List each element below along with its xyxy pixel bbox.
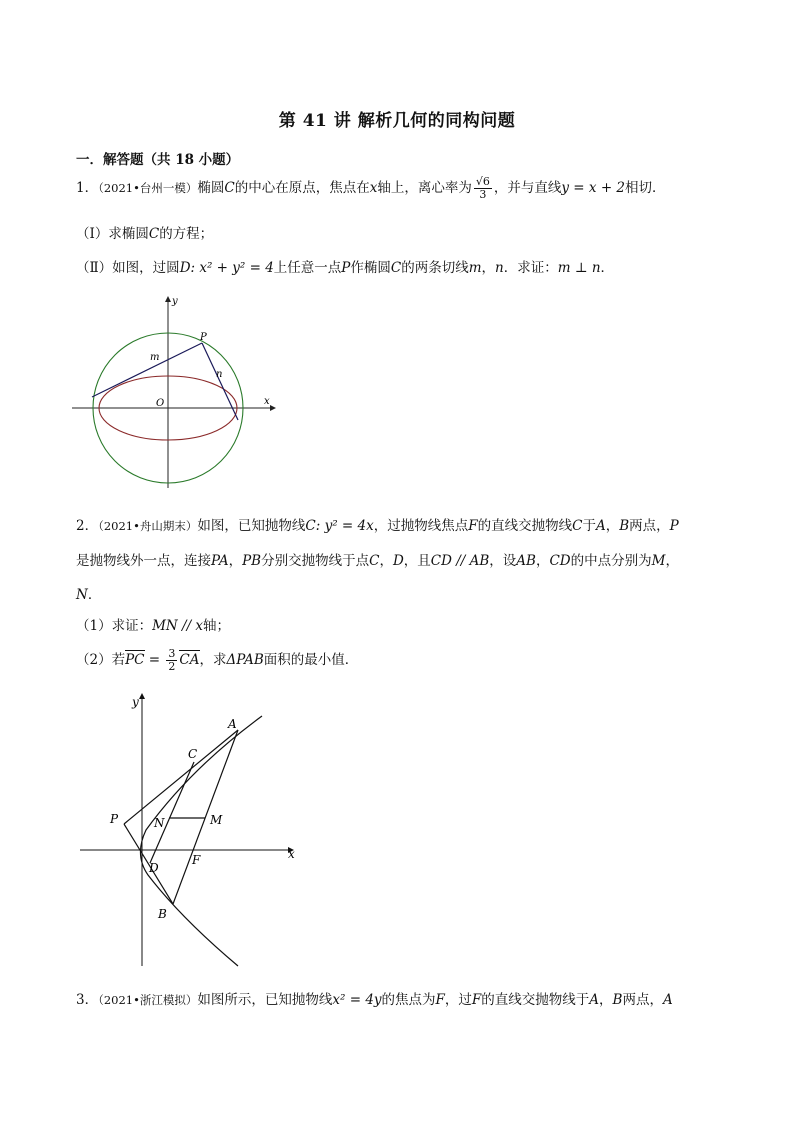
label-n: n [216,369,223,380]
label-m: m [150,352,160,363]
x-axis-arrow [270,405,276,411]
label-n: N [154,816,165,830]
label-a: A [228,717,237,731]
q1-figure [70,292,280,492]
q2-figure [76,690,306,970]
label-b: B [158,907,167,921]
label-f: F [192,853,201,867]
label-p: P [110,812,119,826]
label-x: x [264,396,270,407]
q2-statement-line1: 2．（2021•舟山期末）如图，已知抛物线C: y² = 4x，过抛物线焦点F的直线交抛物线C于A，B两点，P [76,518,679,534]
y-axis-arrow [139,693,145,699]
label-y: y [132,695,139,709]
label-origin: O [156,398,165,409]
q2-statement-line2: 是抛物线外一点，连接PA，PB分别交抛物线于点C，D，且CD // AB，设AB，CD的中点分别为M， [76,553,679,569]
q1-part2: （Ⅱ）如图，过圆D: x² + y² = 4上任意一点P作椭圆C的两条切线m，n．求证：m ⊥ n． [76,260,615,276]
eccentricity-fraction: $\frac{√6}{3}$ [475,175,490,201]
y-axis-arrow [165,296,171,302]
parabola [140,716,262,966]
label-d: D [149,861,159,875]
page-title: 第 41 讲 解析几何的同构问题 [278,111,516,131]
label-m: M [210,813,223,827]
label-c: C [188,747,198,761]
q1-part1: （Ⅰ）求椭圆C的方程； [76,226,214,242]
q2-part2: （2）若PC = $\frac{3}{2}$ CA，求ΔPAB面积的最小值． [76,647,359,673]
label-x: x [288,847,295,861]
q2-part1: （1）求证：MN // x轴； [76,618,231,634]
label-p: P [200,332,207,343]
q3-statement: 3．（2021•浙江模拟）如图所示，已知抛物线x² = 4y的焦点为F，过F的直线交抛物线于A，B两点，A [76,992,673,1008]
label-y: y [172,296,178,307]
q2-statement-line3: N． [76,587,102,603]
tangent-m [92,343,202,397]
q1-statement: 1．（2021•台州一模）椭圆C的中心在原点，焦点在x轴上，离心率为 $\frac{√6}{3}$ ，并与直线y = x + 2相切． [76,175,666,201]
section-heading: 一．解答题（共 18 小题） [76,152,240,168]
chord-cd [150,762,194,863]
